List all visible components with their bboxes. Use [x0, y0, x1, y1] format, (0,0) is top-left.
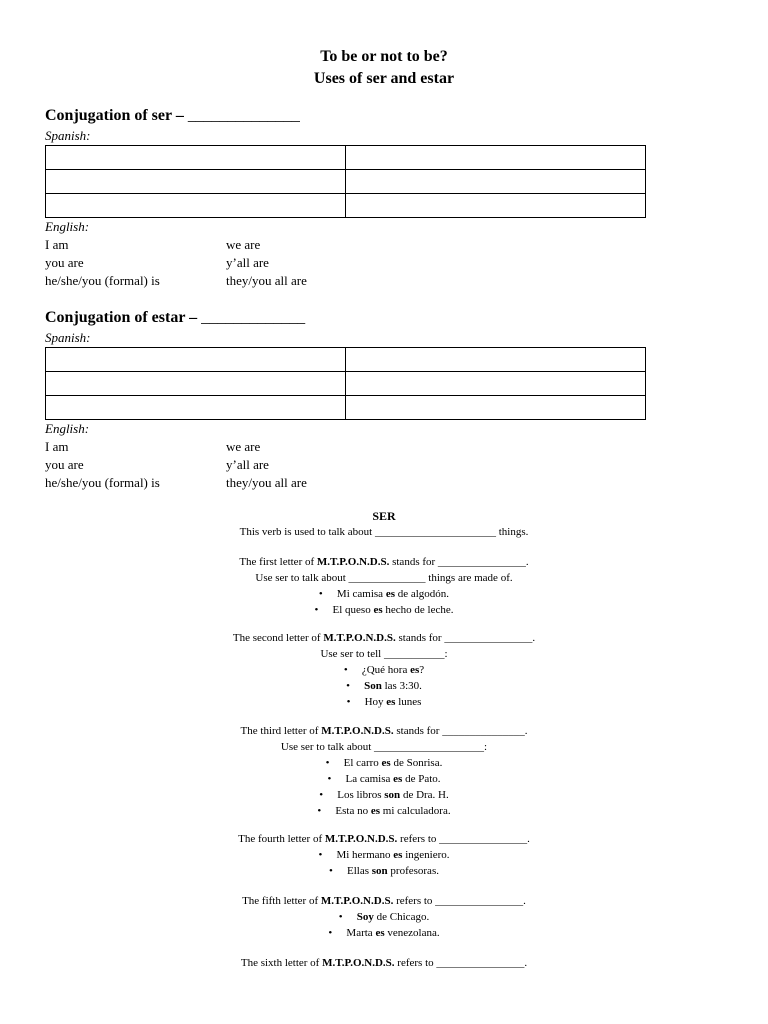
example-text: venezolana. — [384, 927, 440, 939]
bullet-icon: • — [328, 927, 333, 939]
lead-text: The fifth letter of — [242, 895, 321, 907]
table-cell[interactable] — [46, 348, 346, 372]
example-text: ¿Qué hora — [361, 664, 411, 676]
english-pronoun: we are — [226, 439, 261, 454]
lead-blank[interactable]: refers to ________________. — [393, 895, 526, 907]
example-text: ? — [419, 664, 425, 676]
bullet-icon: • — [343, 664, 348, 676]
acronym: M.T.P.O.N.D.S. — [320, 895, 394, 907]
estar-spanish-label: Spanish: — [45, 330, 91, 345]
bullet-icon: • — [314, 604, 319, 616]
example-verb: es — [393, 849, 403, 861]
example-verb: es — [381, 757, 391, 769]
example-verb: son — [384, 789, 401, 801]
bullet-icon: • — [318, 588, 323, 600]
mtponds-lead-line — [0, 724, 768, 739]
ser-heading-blank[interactable]: ______________ — [187, 107, 300, 124]
bullet-icon: • — [319, 789, 324, 801]
mtponds-lead-line — [0, 894, 768, 909]
example-verb: es — [370, 805, 381, 817]
table-cell[interactable] — [46, 372, 346, 396]
example-verb: Son — [364, 680, 382, 692]
list-item — [0, 804, 768, 819]
english-pronoun: y’all are — [226, 255, 269, 270]
acronym: M.T.P.O.N.D.S. — [323, 632, 396, 644]
table-row — [46, 372, 646, 396]
bullet-icon: • — [329, 865, 333, 877]
example-text: de Sonrisa. — [390, 757, 443, 769]
mtponds-lead-line — [0, 555, 768, 570]
example-verb: es — [410, 664, 420, 676]
list-item — [0, 848, 768, 863]
bullet-icon: • — [346, 680, 350, 692]
english-pronoun: you are — [45, 255, 84, 270]
ser-english-label: English: — [45, 219, 90, 234]
lead-text: The third letter of — [240, 725, 322, 737]
example-text: Mi hermano — [336, 849, 394, 861]
example-text: de Chicago. — [373, 911, 430, 923]
lead-text: The sixth letter of — [240, 957, 323, 969]
ser-heading-text: Conjugation of ser – — [45, 107, 184, 124]
list-item — [0, 587, 768, 602]
list-item — [0, 603, 768, 618]
mtponds-sub-line[interactable]: Use ser to talk about ____________________: — [280, 741, 488, 753]
example-text: Esta no — [335, 805, 371, 817]
table-row — [46, 348, 646, 372]
english-pronoun: they/you all are — [226, 273, 307, 288]
example-verb: es — [393, 773, 403, 785]
table-cell[interactable] — [346, 146, 646, 170]
acronym: M.T.P.O.N.D.S. — [322, 957, 395, 969]
mtponds-lead-line — [0, 631, 768, 646]
estar-conjugation-heading — [45, 309, 305, 327]
english-pronoun: he/she/you (formal) is — [45, 273, 160, 288]
example-text: ingeniero. — [402, 849, 450, 861]
acronym: M.T.P.O.N.D.S. — [321, 725, 394, 737]
example-text: las 3:30. — [381, 680, 422, 692]
table-cell[interactable] — [346, 348, 646, 372]
table-row — [46, 396, 646, 420]
table-row — [46, 194, 646, 218]
mtponds-sub-line[interactable]: Use ser to tell ___________: — [320, 648, 448, 660]
lead-text: The first letter of — [239, 556, 317, 568]
example-text: de Pato. — [402, 773, 441, 785]
example-text: lunes — [395, 696, 422, 708]
example-verb: es — [375, 927, 385, 939]
english-pronoun: we are — [226, 237, 261, 252]
mtponds-lead-line — [0, 832, 768, 847]
ser-conjugation-heading — [45, 107, 300, 125]
bullet-icon: • — [327, 773, 332, 785]
example-text: Ellas — [347, 865, 372, 877]
example-text: de Dra. H. — [400, 789, 449, 801]
example-text: El queso — [332, 604, 374, 616]
bullet-icon: • — [338, 911, 343, 923]
estar-english-label: English: — [45, 421, 90, 436]
mtponds-sub-line[interactable]: Use ser to talk about ______________ things are made of. — [255, 572, 513, 584]
bullet-icon: • — [346, 696, 351, 708]
page-subtitle: Uses of ser and estar — [313, 70, 455, 87]
list-item — [0, 695, 768, 710]
list-item — [0, 910, 768, 925]
lead-blank[interactable]: refers to ________________. — [394, 957, 528, 969]
lead-text: The second letter of — [232, 632, 324, 644]
example-text: profesoras. — [387, 865, 439, 877]
table-cell[interactable] — [346, 170, 646, 194]
table-row — [46, 170, 646, 194]
table-cell[interactable] — [346, 372, 646, 396]
list-item — [0, 788, 768, 803]
ser-intro-line: This verb is used to talk about ______________________ things. — [239, 526, 529, 538]
bullet-icon: • — [318, 849, 323, 861]
table-cell[interactable] — [46, 194, 346, 218]
lead-blank[interactable]: stands for ________________. — [395, 632, 536, 644]
page-title: To be or not to be? — [320, 48, 448, 65]
example-verb: es — [373, 604, 383, 616]
acronym: M.T.P.O.N.D.S. — [316, 556, 390, 568]
lead-blank[interactable]: stands for ________________. — [389, 556, 529, 568]
english-pronoun: they/you all are — [226, 475, 307, 490]
table-cell[interactable] — [46, 170, 346, 194]
table-cell[interactable] — [46, 396, 346, 420]
english-pronoun: you are — [45, 457, 84, 472]
example-text: mi calculadora. — [380, 805, 451, 817]
bullet-icon: • — [325, 757, 330, 769]
lead-text: The fourth letter of — [238, 833, 325, 845]
acronym: M.T.P.O.N.D.S. — [324, 833, 398, 845]
english-pronoun: he/she/you (formal) is — [45, 475, 160, 490]
example-verb: son — [371, 865, 388, 877]
english-pronoun: I am — [45, 237, 69, 252]
example-text: Los libros — [337, 789, 385, 801]
list-item — [0, 756, 768, 771]
table-cell[interactable] — [46, 146, 346, 170]
table-row — [46, 146, 646, 170]
estar-heading-blank[interactable]: _____________ — [201, 309, 306, 326]
mtponds-lead-line — [0, 956, 768, 971]
example-verb: es — [385, 588, 395, 600]
example-text: hecho de leche. — [382, 604, 454, 616]
ser-spanish-label: Spanish: — [45, 128, 91, 143]
table-cell[interactable] — [346, 194, 646, 218]
example-text: Hoy — [364, 696, 387, 708]
list-item — [0, 772, 768, 787]
estar-conjugation-table — [45, 347, 646, 420]
example-text: Marta — [346, 927, 376, 939]
table-cell[interactable] — [346, 396, 646, 420]
example-verb: es — [386, 696, 396, 708]
list-item — [0, 864, 768, 879]
lead-blank[interactable]: stands for _______________. — [393, 725, 528, 737]
ser-section-heading: SER — [372, 509, 396, 523]
estar-heading-text: Conjugation of estar – — [45, 309, 198, 326]
english-pronoun: y’all are — [226, 457, 269, 472]
example-verb: Soy — [356, 911, 374, 923]
list-item — [0, 926, 768, 941]
lead-blank[interactable]: refers to ________________. — [397, 833, 530, 845]
example-text: La camisa — [345, 773, 394, 785]
list-item — [0, 679, 768, 694]
example-text: El carro — [343, 757, 382, 769]
list-item — [0, 663, 768, 678]
english-pronoun: I am — [45, 439, 69, 454]
ser-conjugation-table — [45, 145, 646, 218]
example-text: de algodón. — [394, 588, 450, 600]
bullet-icon: • — [317, 805, 322, 817]
example-text: Mi camisa — [336, 588, 386, 600]
